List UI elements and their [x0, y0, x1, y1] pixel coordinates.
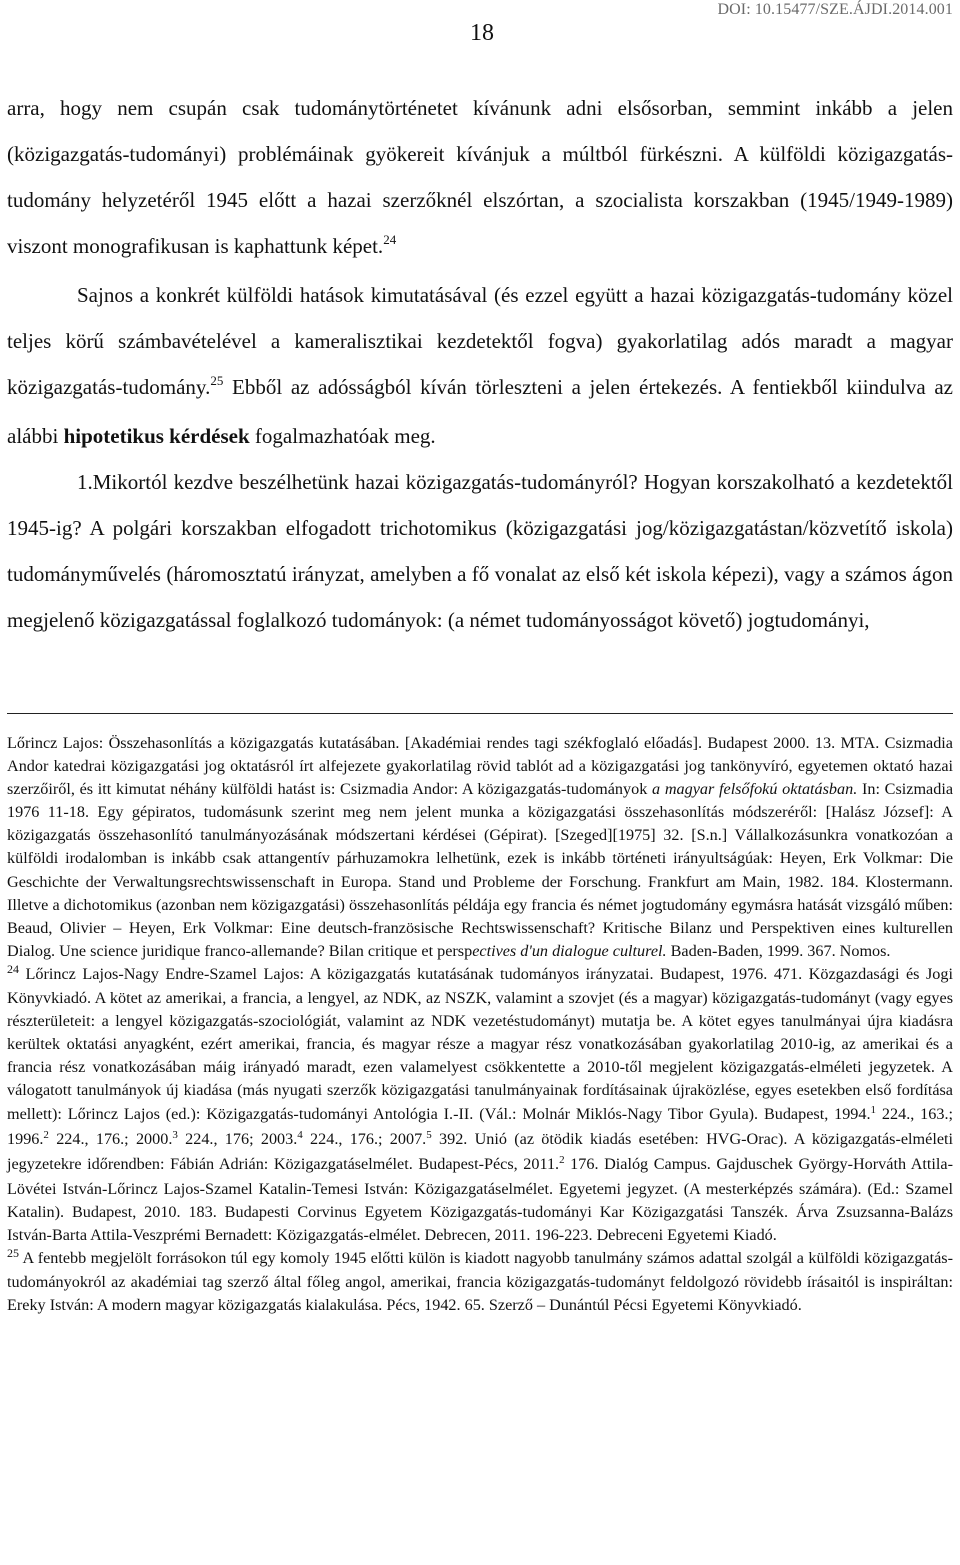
footnote-25-text: A fentebb megjelölt forrásokon túl egy komoly 1945 előtti külön is kiadott nagyobb tanulmány számos adattal szolgál a külföldi közigazgatás-tudományokról az akadémiai tag szerző által főleg angol, amerikai, francia közigazgatás-tudományt feldolgozó rövidebb írásaitól is inspiráltan: Ereky István: A modern magyar közigazgatás kialakulása. Pécs, 1942. 65. Szerző – Dunántúl Pécsi Egyetemi Könyvkiadó.	[7, 1249, 953, 1315]
footnote-24-sup-1: 1	[870, 1103, 877, 1116]
footnotes	[7, 732, 953, 1317]
footnote-24-text-d: 224., 176; 2003.	[177, 1129, 298, 1148]
footnote-ref-24[interactable]: 24	[383, 232, 397, 247]
footnote-24-text-a: Lőrincz Lajos-Nagy Endre-Szamel Lajos: A közigazgatás kutatásának tudományos irányzatai. Budapest, 1976. 471. Közgazdasági és Jogi Könyvkiadó. A kötet az amerikai, a francia, a lengyel, az NDK, az NSZK, valamint a szovjet (és a magyar) közigazgatás-tudományt (vagy egyes részterületeit: a lengyel közigazgatás-szociológiát, valamint az NDK vezetéstudományt) mutatja be. A kötet egyes tanulmányai újra kiadásra kerültek oktatási anyagként, ezért amerikai, francia, és magyar része a magyar rész vonatkozásában gyakorlatilag 2010-ig, az amerikai és a francia rész vonatkozásában máig irányadó maradt, ezen valamelyest csökkentette a 2010-től megjelent közigazgatás-elméleti jegyzetek. A válogatott tanulmányok új kiadása (más nyugati szerzők közigazgatási tanulmányainak fordításainak újraközlése, egyes esetekben első fordítása mellett): Lőrincz Lajos (ed.): Közigazgatás-tudományi Antológia I.-II. (Vál.: Molnár Miklós-Nagy Tibor Gyula). Budapest, 1994.	[7, 964, 953, 1123]
footnote-separator	[7, 713, 953, 714]
paragraph-3-text: 1.Mikortól kezdve beszélhetünk hazai közigazgatás-tudományról? Hogyan korszakolható a kezdetektől 1945-ig? A polgári korszakban elfogadott trichotomikus (közigazgatási jog/közigazgatástan/közvetítő iskola) tudományművelés (háromosztatú irányzat, amelyben a fő vonalat az első két iskola képezi), vagy a számos ágon megjelenő közigazgatással foglalkozó tudományok: (a német tudományosságot követő) jogtudományi,	[7, 470, 953, 632]
footnote-continued-italic-2: ectives d'un dialogue culturel.	[472, 941, 667, 960]
footnote-continued-text-b: In: Csizmadia 1976 11-18. Egy gépiratos, tudomásunk szerint meg nem jelent munka a közigazgatási összehasonlítás módszeréről: [Halász József]: A közigazgatás összehasonlító tanulmányozásának módszertani kérdései (Gépirat). [Szeged][1975] 32. [S.n.] Vállalkozásunkra vonatkozóan a külföldi irodalomban is inkább csak attangentív párhuzamokra lelhetünk, ezek is inkább történeti irányultságúak: Heyen, Erk Volkmar: Die Geschichte der Verwaltungsrechtswissenschaft in Europa. Stand und Probleme der Forschung. Frankfurt am Main, 1982. 184. Klostermann. Illetve a dichotomikus (azonban nem közigazgatási) összehasonlítás példája egy francia és német jogtudomány egymásra hatását vizsgáló műben: Beaud, Olivier – Heyen, Erk Volkmar: Eine deutsch-französische Rechtswissenschaft? Kritische Bilanz und Perspektiven eines kulturellen Dialog. Une science juridique franco-allemande? Bilan critique et persp	[7, 780, 954, 960]
footnote-ref-25[interactable]: 25	[210, 373, 224, 388]
paragraph-1	[7, 85, 953, 272]
footnote-24-sup-3: 3	[172, 1128, 178, 1141]
footnote-continued-text-c: Baden-Baden, 1999. 367. Nomos.	[666, 941, 891, 960]
page-number: 18	[470, 20, 494, 46]
main-text	[7, 85, 953, 643]
paragraph-2-emphasis: hipotetikus kérdések	[63, 424, 250, 448]
footnote-25-mark: 25	[7, 1246, 19, 1261]
footnote-24-sup-5: 5	[426, 1128, 432, 1141]
footnote-24-sup-2: 2	[43, 1128, 49, 1141]
paragraph-2-text-c: fogalmazhatóak meg.	[249, 424, 436, 448]
paragraph-2	[7, 272, 953, 459]
footnote-24-text-c: 224., 176.; 2000.	[48, 1129, 173, 1148]
footnote-continued	[7, 732, 953, 963]
footnote-24-text-g: 176. Dialóg Campus. Gajduschek György-Horváth Attila-Lövétei István-Lőrincz Lajos-Szamel Katalin-Temesi István: Közigazgatáselmélet. Egyetemi jegyzet. (A mesterképzés számára). (Ed.: Szamel Katalin). Budapest, 2010. 183. Budapesti Corvinus Egyetem Közigazgatás-tudományi Kar Közigazgatási Tanszék. Árva Zsuzsanna-Balázs István-Barta Attila-Veszprémi Bernadett: Közigazgatás-elmélet. Debrecen, 2011. 196-223. Debreceni Egyetemi Kiadó.	[7, 1154, 953, 1244]
footnote-24-sup-6: 2	[559, 1153, 565, 1166]
paragraph-2-text-a: Sajnos a konkrét külföldi hatások kimutatásával (és ezzel együtt a hazai közigazgatás-tudomány közel teljes körű számbavételével a kameralisztikai kezdetektől fogva) gyakorlatilag adós maradt a magyar közigazgatás-tudomány.	[7, 283, 953, 399]
footnote-24-text-f: 392. Unió (az ötödik kiadás esetében: HVG-Orac). A közigazgatás-elméleti jegyzetekre időrendben: Fábián Adrián: Közigazgatáselmélet. Budapest-Pécs, 2011.	[7, 1129, 953, 1173]
footnote-continued-text-a: Lőrincz Lajos: Összehasonlítás a közigazgatás kutatásában. [Akadémiai rendes tagi székfoglaló előadás]. Budapest 2000. 13. MTA. Csizmadia Andor katedrai közigazgatási jog oktatásról írt alfejezete gyakorlatilag rövid tablót ad a közigazgatási jog tankönyvíró, egyetemen oktató hazai szerzőiről, és itt kimutat néhány külföldi hatást is: Csizmadia Andor: A közigazgatás-tudományok	[7, 734, 953, 799]
footnote-25	[7, 1247, 953, 1317]
doi-label: DOI: 10.15477/SZE.ÁJDI.2014.001	[717, 1, 953, 18]
paragraph-3	[7, 459, 953, 643]
footnote-24-text-e: 224., 176.; 2007.	[302, 1129, 427, 1148]
footnote-24-sup-4: 4	[297, 1128, 303, 1141]
paragraph-1-text: arra, hogy nem csupán csak tudománytörténetet kívánunk adni elsősorban, semmint inkább a jelen (közigazgatás-tudományi) problémáinak gyökereit kívánjuk a múltból fürkészni. A külföldi közigazgatás-tudomány helyzetéről 1945 előtt a hazai szerzőknél elszórtan, a szocialista korszakban (1945/1949-1989) viszont monografikusan is kaphattunk képet.	[7, 96, 953, 258]
paragraph-2-text-b: Ebből az adósságból kíván törleszteni a jelen értekezés. A fentiekből kiindulva az alábbi	[7, 375, 953, 448]
footnote-24	[7, 963, 953, 1247]
footnote-24-mark: 24	[7, 961, 19, 976]
footnote-24-text-b: 224., 163.; 1996.	[7, 1104, 953, 1148]
footnote-continued-italic-1: a magyar felsőfokú oktatásban.	[652, 780, 858, 799]
